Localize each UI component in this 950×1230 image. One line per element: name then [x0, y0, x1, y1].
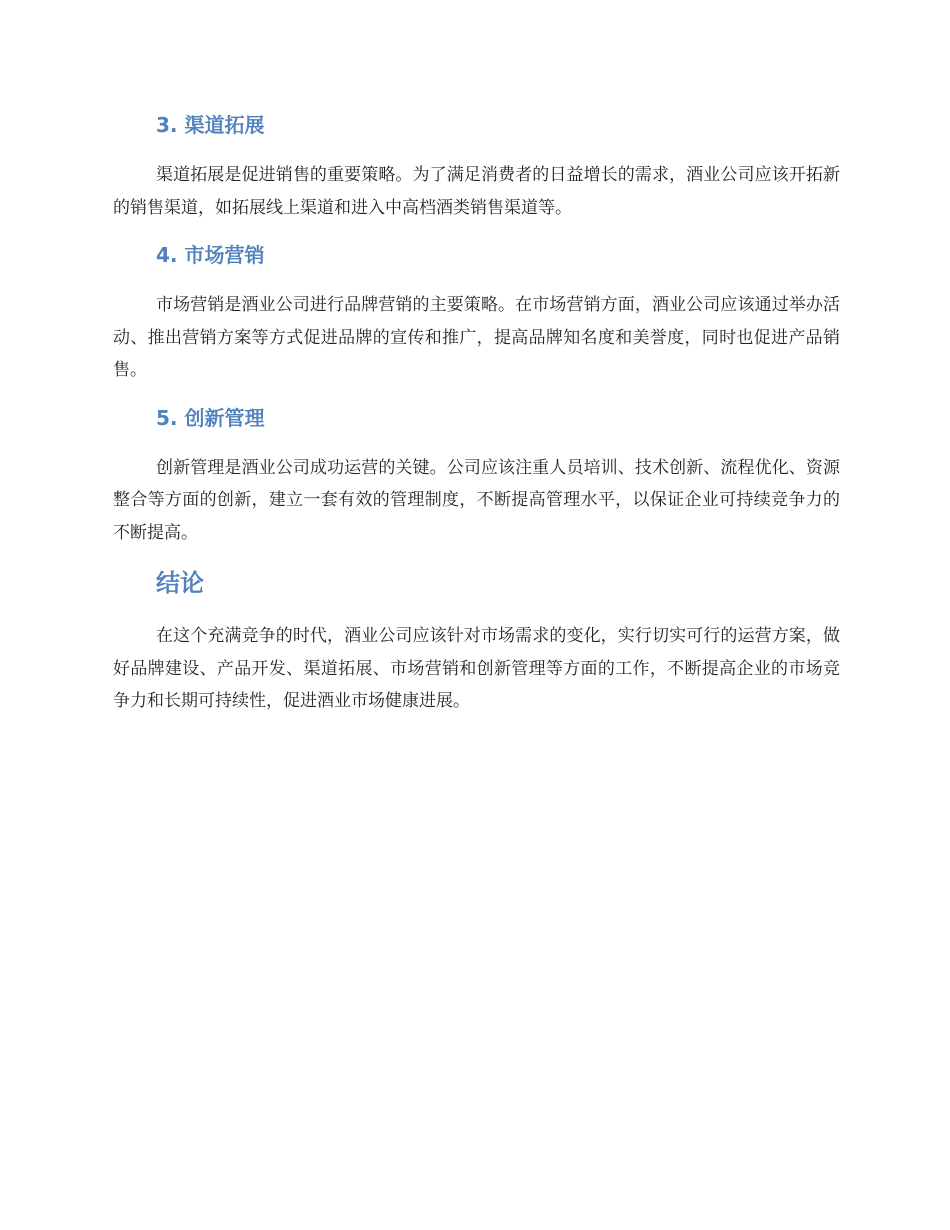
document-content: [113, 108, 840, 718]
section-paragraph-channel-expansion: 渠道拓展是促进销售的重要策略。为了满足消费者的日益增长的需求，酒业公司应该开拓新的销售渠道，如拓展线上渠道和进入中高档酒类销售渠道等。: [113, 165, 840, 218]
section-heading-innovation-management: 5. 创新管理: [156, 405, 265, 430]
section-heading-channel-expansion: 3. 渠道拓展: [156, 113, 265, 137]
section-heading-marketing: 4. 市场营销: [156, 243, 265, 267]
conclusion-paragraph: 在这个充满竞争的时代，酒业公司应该针对市场需求的变化，实行切实可行的运营方案，做好品牌建设、产品开发、渠道拓展、市场营销和创新管理等方面的工作，不断提高企业的市场竞争力和长期可持续性，促进酒业市场健康进展。: [113, 626, 840, 711]
section-paragraph-marketing: 市场营销是酒业公司进行品牌营销的主要策略。在市场营销方面，酒业公司应该通过举办活动、推出营销方案等方式促进品牌的宣传和推广，提高品牌知名度和美誉度，同时也促进产品销售。: [113, 295, 840, 380]
conclusion-heading: 结论: [156, 569, 204, 597]
section-paragraph-innovation-management: 创新管理是酒业公司成功运营的关键。公司应该注重人员培训、技术创新、流程优化、资源整合等方面的创新，建立一套有效的管理制度，不断提高管理水平，以保证企业可持续竞争力的不断提高。: [113, 457, 840, 543]
